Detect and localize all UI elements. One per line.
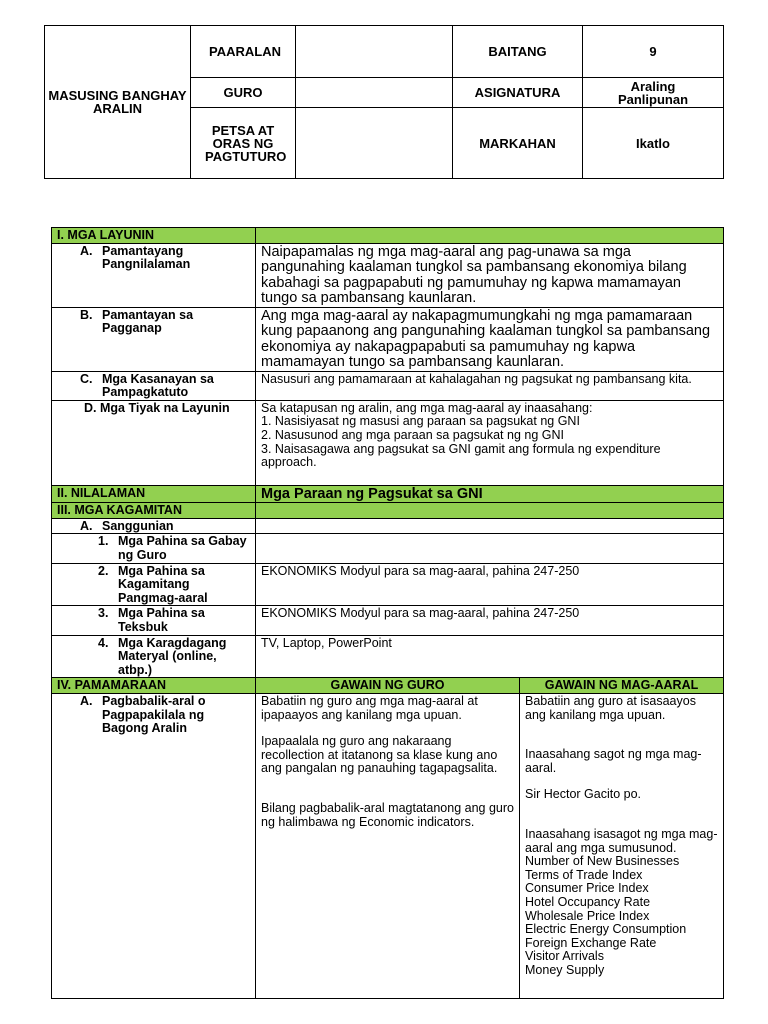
guro-value[interactable]: [296, 78, 453, 108]
section-heading-kagamitan: III. MGA KAGAMITAN: [52, 503, 256, 519]
layunin-row-d: [52, 400, 724, 485]
item-label: Mga Karagdagang Materyal (online, atbp.): [118, 635, 227, 677]
item-label: Pamantayan sa Pagganap: [102, 307, 194, 336]
item-number: 2.: [98, 563, 109, 578]
sanggunian-item-1: [52, 534, 724, 563]
sanggunian-item-2: [52, 563, 724, 606]
item-label: Pagbabalik-aral o Pagpapakilala ng Bagong Aralin: [102, 694, 206, 736]
sanggunian-item-value: TV, Laptop, PowerPoint: [256, 635, 724, 678]
column-gawain-ng-mag-aaral: GAWAIN NG MAG-AARAL: [520, 678, 724, 694]
item-number: A.: [80, 694, 93, 708]
pagbabalik-aral-label: [52, 694, 256, 999]
guro-label: GURO: [191, 78, 296, 108]
paaralan-label: PAARALAN: [191, 26, 296, 78]
kasanayan-label: [52, 371, 256, 400]
pamamaraan-row-a: [52, 694, 724, 999]
section-heading-nilalaman: II. NILALAMAN: [52, 485, 256, 503]
item-number: A.: [80, 518, 93, 533]
lesson-plan-title: [45, 26, 191, 179]
section-row-nilalaman: [52, 485, 724, 503]
section-heading-layunin: I. MGA LAYUNIN: [52, 228, 256, 244]
tiyak-item-1: 1. Nasisiyasat ng masusi ang paraan sa pagsukat ng GNI: [261, 414, 580, 429]
tiyak-intro: Sa katapusan ng aralin, ang mga mag-aaral ay inaasahang:: [261, 400, 593, 415]
item-number: 4.: [98, 635, 109, 650]
layunin-row-a: [52, 243, 724, 307]
item-number: C.: [80, 371, 93, 386]
baitang-label: BAITANG: [453, 26, 583, 78]
guro-activity-2: Ipapaalala ng guro ang nakaraang recollection at itatanong sa klase kung ano ang pangalan ng panauhing tagapagsalita.: [261, 734, 498, 776]
petsa-value[interactable]: [296, 108, 453, 179]
sanggunian-value: [256, 518, 724, 534]
layunin-row-c: [52, 371, 724, 400]
section-heading-filler: [256, 503, 724, 519]
indicator-item: Consumer Price Index: [525, 881, 649, 896]
tiyak-na-layunin-text: [256, 400, 724, 485]
header-table: [44, 25, 724, 179]
indicator-item: Terms of Trade Index: [525, 867, 643, 882]
item-label: Mga Pahina sa Teksbuk: [118, 606, 205, 635]
tiyak-item-2: 2. Nasusunod ang mga paraan sa pagsukat ng ng GNI: [261, 427, 564, 442]
sanggunian-item-label: [52, 563, 256, 606]
item-number: A.: [80, 243, 93, 258]
item-label: Mga Pahina sa Kagamitang Pangmag-aaral: [118, 563, 208, 605]
sanggunian-row: [52, 518, 724, 534]
item-label: Mga Kasanayan sa Pampagkatuto: [102, 371, 214, 400]
layunin-row-b: [52, 307, 724, 371]
sanggunian-item-4: [52, 635, 724, 678]
pamantayang-pangnilalaman-label: [52, 243, 256, 307]
indicator-item: Money Supply: [525, 962, 605, 977]
item-label: Sanggunian: [102, 518, 174, 533]
item-number: 3.: [98, 606, 109, 621]
section-heading-pamamaraan: IV. PAMAMARAAN: [52, 678, 256, 694]
gawain-ng-guro-cell: [256, 694, 520, 999]
sanggunian-item-value: [256, 534, 724, 563]
markahan-value[interactable]: Ikatlo: [583, 108, 724, 179]
asignatura-label: ASIGNATURA: [453, 78, 583, 108]
guro-activity-1: Babatiin ng guro ang mga mag-aaral at ipapaayos ang kanilang mga upuan.: [261, 694, 478, 722]
indicator-item: Foreign Exchange Rate: [525, 935, 657, 950]
indicator-item: Number of New Businesses: [525, 854, 680, 869]
baitang-value[interactable]: 9: [583, 26, 724, 78]
tiyak-na-layunin-label: D. Mga Tiyak na Layunin: [52, 400, 256, 485]
lesson-plan-title-text: MASUSING BANGHAY ARALIN: [48, 88, 187, 116]
sanggunian-item-value: EKONOMIKS Modyul para sa mag-aaral, pahina 247-250: [256, 606, 724, 635]
indicator-item: Wholesale Price Index: [525, 908, 650, 923]
nilalaman-value: Mga Paraan ng Pagsukat sa GNI: [256, 485, 724, 503]
section-row-layunin: [52, 228, 724, 244]
pamantayan-sa-pagganap-label: [52, 307, 256, 371]
sanggunian-item-label: [52, 534, 256, 563]
section-row-pamamaraan: [52, 678, 724, 694]
sanggunian-item-label: [52, 635, 256, 678]
item-label: Mga Pahina sa Gabay ng Guro: [118, 534, 247, 563]
indicator-item: Electric Energy Consumption: [525, 922, 687, 937]
sanggunian-item-value: EKONOMIKS Modyul para sa mag-aaral, pahina 247-250: [256, 563, 724, 606]
sanggunian-item-3: [52, 606, 724, 635]
pamantayang-pangnilalaman-text: Naipapamalas ng mga mag-aaral ang pag-unawa sa mga pangunahing kaalaman tungkol sa pambansang ekonomiya bilang kabahagi sa pagpapabuti ng pamumuhay ng kapwa mamamayan tungo sa pambansang kaunlaran.: [256, 243, 724, 307]
mag-aaral-activity-2: Inaasahang sagot ng mga mag-aaral.: [525, 747, 702, 775]
section-row-kagamitan: [52, 503, 724, 519]
item-number: B.: [80, 307, 93, 322]
lesson-plan-table: [51, 227, 724, 999]
kasanayan-text: Nasusuri ang pamamaraan at kahalagahan ng pagsukat ng pambansang kita.: [256, 371, 724, 400]
mag-aaral-activity-4: Inaasahang isasagot ng mga mag-aaral ang mga sumusunod.: [525, 826, 718, 855]
markahan-label: MARKAHAN: [453, 108, 583, 179]
sanggunian-label: [52, 518, 256, 534]
guro-activity-3: Bilang pagbabalik-aral magtatanong ang guro ng halimbawa ng Economic indicators.: [261, 800, 514, 829]
column-gawain-ng-guro: GAWAIN NG GURO: [256, 678, 520, 694]
mag-aaral-activity-1: Babatiin ang guro at isasaayos ang kanilang mga upuan.: [525, 694, 696, 722]
item-label: Pamantayang Pangnilalaman: [102, 243, 191, 272]
petsa-label: PETSA AT ORAS NG PAGTUTURO: [191, 108, 296, 179]
sanggunian-item-label: [52, 606, 256, 635]
item-number: 1.: [98, 534, 109, 549]
paaralan-value[interactable]: [296, 26, 453, 78]
indicator-item: Hotel Occupancy Rate: [525, 894, 651, 909]
section-heading-filler: [256, 228, 724, 244]
tiyak-item-3: 3. Naisasagawa ang pagsukat sa GNI gamit ang formula ng expenditure approach.: [261, 441, 661, 470]
asignatura-value[interactable]: Araling Panlipunan: [583, 78, 724, 108]
gawain-ng-mag-aaral-cell: [520, 694, 724, 999]
pamantayan-sa-pagganap-text: Ang mga mag-aaral ay nakapagmumungkahi ng mga pamamaraan kung papaanong ang pangunahing kaalaman tungkol sa pambansang ekonomiya ay nakapagpapabuti sa pamumuhay ng kapwa mamamayan tungo sa pambansang kaunlaran.: [256, 307, 724, 371]
mag-aaral-activity-3: Sir Hector Gacito po.: [525, 787, 642, 802]
indicator-item: Visitor Arrivals: [525, 949, 604, 964]
